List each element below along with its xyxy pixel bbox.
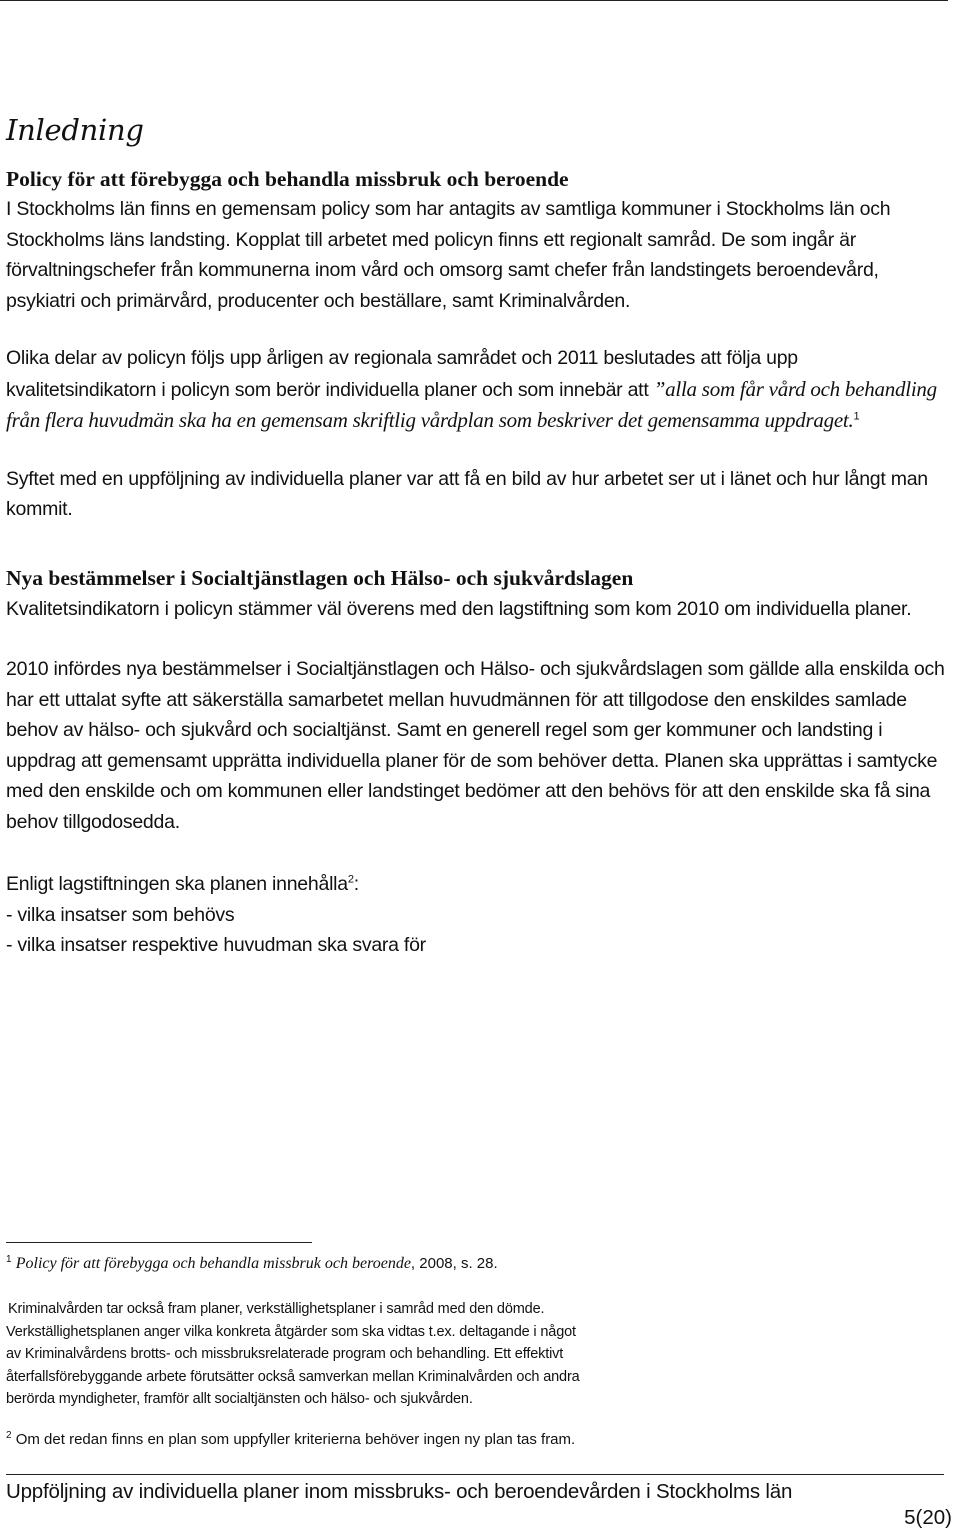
footnote-1-line: av Kriminalvårdens brotts- och missbruksrelaterade program och behandling. Ett effektivt xyxy=(6,1346,564,1362)
policy-paragraph-2 xyxy=(6,343,946,437)
footnote-1-line: berörda myndigheter, framför allt socialtjänsten och hälso- och sjukvården. xyxy=(6,1391,473,1407)
footnote-1-title: Policy för att förebygga och behandla missbruk och beroende xyxy=(15,1255,411,1272)
page-body xyxy=(6,110,946,961)
footnote-separator xyxy=(6,1242,312,1243)
policy-paragraph-1: I Stockholms län finns en gemensam policy som har antagits av samtliga kommuner i Stockholms län och Stockholms läns landsting. Kopplat till arbetet med policyn finns ett regionalt samråd. De som ingår är förvaltningschefer från kommunerna inom vård och omsorg samt chefer från landstingets beroendevård, psykiatri och primärvård, producenter och beställare, samt Kriminalvården. xyxy=(6,198,891,312)
policy-paragraph-3: Syftet med en uppföljning av individuella planer var att få en bild av hur arbetet ser ut i länet och hur långt man kommit. xyxy=(6,467,928,520)
footnote-1-line: Verkställighetsplanen anger vilka konkreta åtgärder som ska vidtas t.ex. deltagande i något xyxy=(6,1323,576,1340)
footnote-2 xyxy=(6,1429,936,1451)
footnote-1-mark: 1 xyxy=(6,1254,12,1265)
footnote-2-mark: 2 xyxy=(6,1429,12,1441)
footnote-1 xyxy=(6,1252,936,1276)
footer-title: Uppföljning av individuella planer inom missbruks- och beroendevården i Stockholms län xyxy=(6,1480,793,1503)
list-item: - vilka insatser som behövs xyxy=(6,903,235,926)
page-number: 5(20) xyxy=(904,1506,952,1529)
section-title: Inledning xyxy=(6,113,144,147)
policy-heading: Policy för att förebygga och behandla missbruk och beroende xyxy=(6,167,569,191)
footnote-ref-2[interactable]: 2 xyxy=(347,873,354,886)
policy-paragraph-2-text: Olika delar av policyn följs upp årligen av regionala samrådet och 2011 beslutades att följa upp kvalitetsindikatorn i policyn som berör individuella planer och som innebär att xyxy=(6,347,798,401)
top-rule xyxy=(0,0,948,1)
list-intro xyxy=(6,869,946,900)
policy-quote: ”alla som får vård och behandling från flera huvudmän ska ha en gemensam skriftlig vårdplan som beskriver det gemensamma uppdraget. xyxy=(6,376,937,432)
footer-separator xyxy=(6,1474,944,1475)
footnotes xyxy=(6,1252,936,1451)
footnote-1-line: Kriminalvården tar också fram planer, verkställighetsplaner i samråd med den dömde. xyxy=(8,1301,545,1317)
list-item: - vilka insatser respektive huvudman ska svara för xyxy=(6,934,426,956)
law-heading: Nya bestämmelser i Socialtjänstlagen och Hälso- och sjukvårdslagen xyxy=(6,565,634,590)
footnote-2-text: Om det redan finns en plan som uppfyller kriterierna behöver ingen ny plan tas fram. xyxy=(11,1430,576,1448)
law-paragraph-2: 2010 infördes nya bestämmelser i Socialtjänstlagen och Hälso- och sjukvårdslagen som gällde alla enskilda och har ett uttalat syfte att säkerställa samarbetet mellan huvudmännen för att tillgodose den enskildes samlade behov av hälso- och sjukvård och socialtjänst. Samt en generell regel som ger kommuner och landsting i uppdrag att gemensamt upprätta individuella planer för de som behöver detta. Planen ska upprättas i samtycke med den enskilde och om kommunen eller landstinget bedömer att den behövs för att den enskilde ska få sina behov tillgodosedda. xyxy=(6,658,945,833)
footnote-1-note xyxy=(6,1298,936,1411)
footnote-ref-1[interactable]: 1 xyxy=(853,410,860,423)
list-intro-colon: : xyxy=(353,873,359,895)
law-paragraph-1: Kvalitetsindikatorn i policyn stämmer väl överens med den lagstiftning som kom 2010 om individuella planer. xyxy=(6,597,912,620)
footnote-1-line: återfallsförebyggande arbete förutsätter också samverkan mellan Kriminalvården och andra xyxy=(6,1368,580,1385)
list-intro-text: Enligt lagstiftningen ska planen innehålla xyxy=(6,873,348,895)
plan-contents-list xyxy=(6,869,946,961)
footnote-1-citation: , 2008, s. 28. xyxy=(410,1255,498,1272)
